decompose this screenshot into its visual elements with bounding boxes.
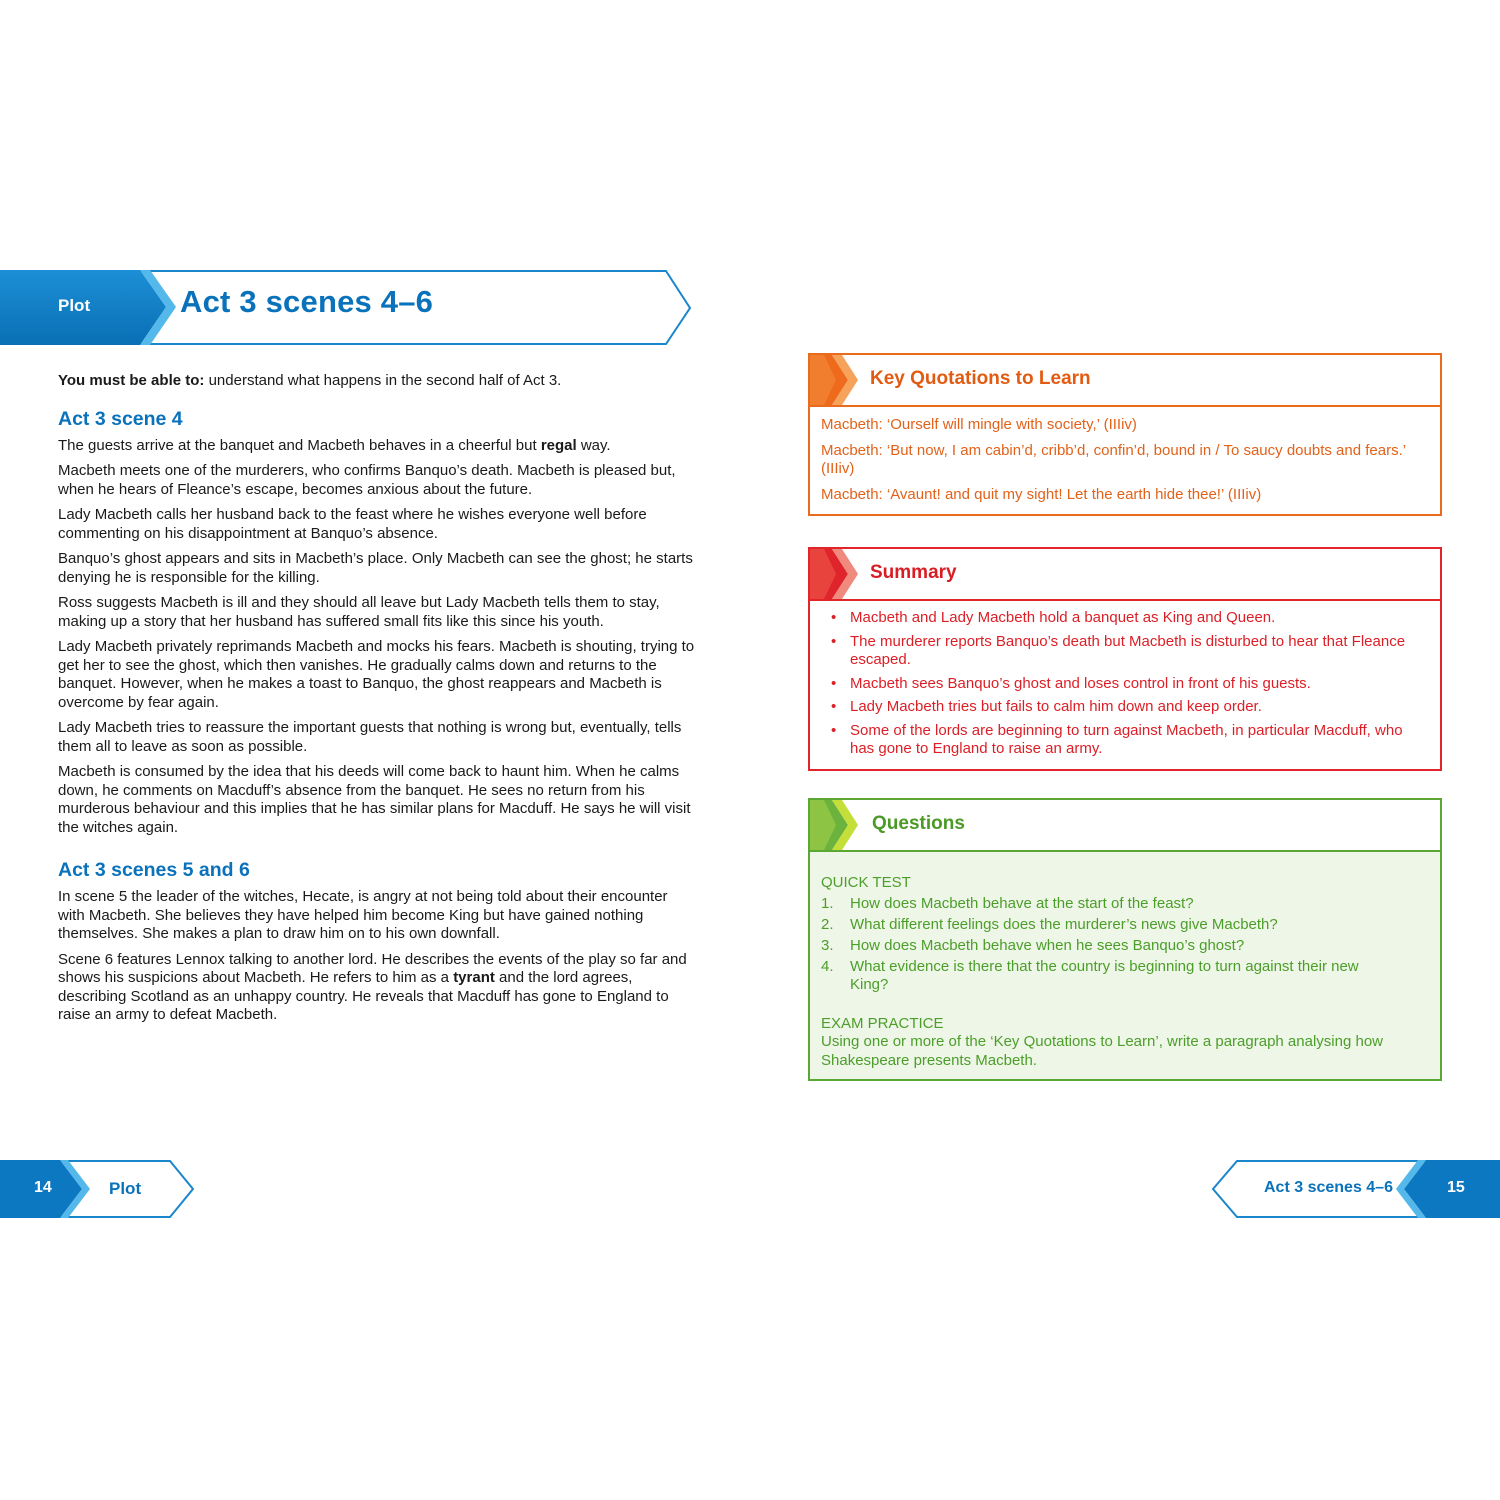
summary-text: Lady Macbeth tries but fails to calm him down and keep order.: [850, 698, 1262, 715]
quick-test-label: QUICK TEST: [821, 874, 911, 891]
learning-objective: [58, 372, 698, 391]
list-item: [821, 698, 1429, 717]
key-quotations-box: [808, 353, 1442, 516]
summary-text: Some of the lords are beginning to turn against Macbeth, in particular Macduff, who has gone to England to raise an army.: [850, 721, 1403, 757]
list-item: [821, 937, 1429, 956]
page-title: Act 3 scenes 4–6: [180, 284, 434, 319]
exam-practice-text: Using one or more of the ‘Key Quotations to Learn’, write a paragraph analysing how Shakespeare presents Macbeth.: [821, 1033, 1383, 1069]
quotation-item: Macbeth: ‘But now, I am cabin’d, cribb’d, confin’d, bound in / To saucy doubts and fears.’ (IIIiv): [821, 441, 1406, 477]
scene56-paragraph: In scene 5 the leader of the witches, Hecate, is angry at not being told about their encounter with Macbeth. She believes they have helped him become King but have gained nothing themselves. She makes a plan to draw him on to his own downfall.: [58, 888, 668, 942]
scene56-paragraph: [58, 951, 698, 1025]
scene4-heading: Act 3 scene 4: [58, 407, 183, 430]
list-item: [821, 958, 1429, 995]
list-item: [821, 895, 1429, 914]
keyword-regal: regal: [540, 436, 577, 454]
key-quotations-body: [810, 407, 1440, 514]
summary-text: Macbeth sees Banquo’s ghost and loses control in front of his guests.: [850, 674, 1311, 692]
page-number-right: 15: [1447, 1179, 1465, 1196]
scene56-heading: Act 3 scenes 5 and 6: [58, 859, 250, 881]
bullet-icon: •: [831, 721, 837, 739]
text-run: way.: [576, 436, 611, 454]
scene4-paragraph: Lady Macbeth privately reprimands Macbeth and mocks his fears. Macbeth is shouting, trying to get her to see the ghost, which then vanishes. He gradually calms down and returns to the banquet. However, when he makes a toast to Banquo, the ghost reappears and Macbeth is overcome by fear again.: [58, 638, 695, 711]
summary-header: [810, 549, 1440, 601]
chevron-decor-icon: [810, 549, 870, 599]
footer-right-tab: [1210, 1159, 1500, 1219]
quick-test-list: [821, 895, 1429, 995]
scene4-paragraph: Ross suggests Macbeth is ill and they should all leave but Lady Macbeth tells them to stay, making up a story that her husband has suffered small fits like this since his youth.: [58, 594, 660, 630]
summary-text: The murderer reports Banquo’s death but Macbeth is disturbed to hear that Fleance escaped.: [850, 632, 1406, 668]
text-run: The guests arrive at the banquet and Macbeth behaves in a cheerful but: [58, 436, 541, 454]
objective-text: understand what happens in the second half of Act 3.: [204, 372, 562, 389]
footer-arrow-shape: [0, 1159, 200, 1219]
main-text-column: [58, 372, 698, 1032]
quotation-item: Macbeth: ‘Avaunt! and quit my sight! Let the earth hide thee!’ (IIIiv): [821, 485, 1262, 503]
objective-label: You must be able to:: [58, 372, 205, 389]
key-quotations-title: Key Quotations to Learn: [870, 368, 1091, 389]
summary-title: Summary: [870, 562, 957, 583]
summary-box: [808, 547, 1442, 771]
question-number: 4.: [821, 957, 834, 975]
list-item: [821, 722, 1429, 759]
scene4-paragraph: Macbeth is consumed by the idea that his deeds will come back to haunt him. When he calms down, he comments on Macduff’s absence from the banquet. He sees no return from his murderous behaviour and this implies that he has similar plans for Macduff. He says he will visit the witches again.: [58, 763, 691, 836]
scene4-paragraph: Macbeth meets one of the murderers, who confirms Banquo’s death. Macbeth is pleased but, when he hears of Fleance’s escape, becomes anxious about the future.: [58, 462, 676, 498]
question-text: How does Macbeth behave at the start of the feast?: [850, 894, 1194, 912]
question-text: What evidence is there that the country is beginning to turn against their new King?: [850, 957, 1359, 993]
text-run: and the lord agrees, describing Scotland as an unhappy country. He reveals that Macduff has gone to England to raise an army to defeat Macbeth.: [58, 969, 669, 1023]
spacer: [58, 844, 698, 858]
summary-list: [821, 609, 1429, 759]
list-item: [821, 609, 1429, 628]
bullet-icon: •: [831, 698, 837, 715]
questions-header: [810, 800, 1440, 852]
footer-section-label[interactable]: Plot: [109, 1179, 142, 1198]
chevron-decor-icon: [810, 800, 870, 850]
question-text: What different feelings does the murderer’s news give Macbeth?: [850, 915, 1278, 933]
chevron-decor-icon: [810, 355, 870, 405]
list-item: [821, 675, 1429, 694]
footer-page-title[interactable]: Act 3 scenes 4–6: [1264, 1179, 1393, 1196]
footer-left-tab: [0, 1159, 200, 1219]
page-header-banner: [0, 268, 700, 348]
key-quotations-header: [810, 355, 1440, 407]
scene4-paragraph: [58, 437, 698, 456]
bullet-icon: •: [831, 609, 837, 626]
summary-body: [810, 601, 1440, 769]
summary-text: Macbeth and Lady Macbeth hold a banquet as King and Queen.: [850, 609, 1276, 626]
questions-title: Questions: [872, 813, 965, 834]
list-item: [821, 916, 1429, 935]
scene4-paragraph: Lady Macbeth calls her husband back to the feast where he wishes everyone well before commenting on his disappointment at Banquo’s absence.: [58, 506, 647, 542]
quotation-item: Macbeth: ‘Ourself will mingle with society,’ (IIIiv): [821, 416, 1137, 433]
question-number: 1.: [821, 894, 834, 912]
bullet-icon: •: [831, 632, 837, 650]
question-text: How does Macbeth behave when he sees Banquo’s ghost?: [850, 936, 1245, 954]
questions-box: [808, 798, 1442, 1081]
questions-body: [810, 852, 1440, 1079]
exam-practice-label: EXAM PRACTICE: [821, 1014, 944, 1032]
section-label: Plot: [58, 296, 91, 315]
text-run: Scene 6 features Lennox talking to another lord. He describes the events of the play so far and shows his suspicions about Macbeth. He refers to him as a: [58, 950, 687, 986]
page-number-left: 14: [34, 1179, 52, 1196]
scene4-paragraph: Banquo’s ghost appears and sits in Macbeth’s place. Only Macbeth can see the ghost; he starts denying he is responsible for the killing.: [58, 550, 693, 586]
bullet-icon: •: [831, 674, 837, 692]
keyword-tyrant: tyrant: [453, 969, 495, 986]
list-item: [821, 633, 1429, 670]
scene4-paragraph: Lady Macbeth tries to reassure the important guests that nothing is wrong but, eventually, tells them all to leave as soon as possible.: [58, 719, 682, 755]
question-number: 3.: [821, 936, 834, 954]
question-number: 2.: [821, 915, 834, 933]
